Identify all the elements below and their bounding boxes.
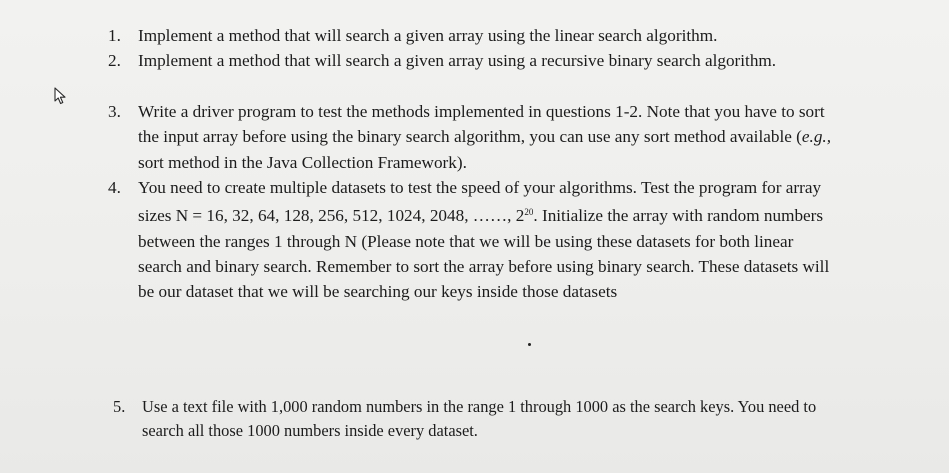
list-text: Use a text file with 1,000 random numbers in the range 1 through 1000 as the search keys. You need to search all those 1000 numbers inside every dataset. [142, 397, 817, 440]
list-item-4 [108, 175, 838, 304]
list-text: Implement a method that will search a given array using the linear search algorithm. [138, 26, 718, 45]
list-text: Implement a method that will search a given array using a recursive binary search algorithm. [138, 51, 777, 70]
list-item-5 [113, 395, 843, 443]
list-text [138, 175, 838, 304]
list-text-part: sort method in the Java Collection Framework). [138, 152, 467, 172]
mouse-pointer-icon [54, 87, 68, 105]
list-text [138, 99, 838, 175]
list-number: 5. [113, 397, 126, 416]
speck-dot [528, 343, 531, 346]
list-item-2 [108, 48, 838, 73]
list-text-part: . Initialize the array with random numbers between the ranges 1 through N (Please note that we will be using these datasets for both linear search and binary search. Remember to sort the array before using binary search. These datasets will be our dataset that we will be searching our keys inside those datasets [138, 206, 830, 302]
list-number: 2. [108, 51, 121, 70]
list-item-3 [108, 99, 838, 175]
list-number: 3. [108, 102, 121, 121]
list-number: 1. [108, 26, 121, 45]
exponent-superscript: 20 [524, 207, 534, 218]
list-number: 4. [108, 178, 121, 197]
list-item-1 [108, 23, 838, 48]
list-text-italic: e.g., [801, 127, 832, 147]
list-text-part: Write a driver program to test the methods implemented in questions 1-2. Note that you have to sort the input array before using the binary search algorithm, you can use any sort method available ( [138, 102, 825, 147]
list-text-part: You need to create multiple datasets to test the speed of your algorithms. Test the program for array sizes N = 16, 32, 64, 128, 256, 512, 1024, 2048, ……, 2 [138, 178, 822, 226]
